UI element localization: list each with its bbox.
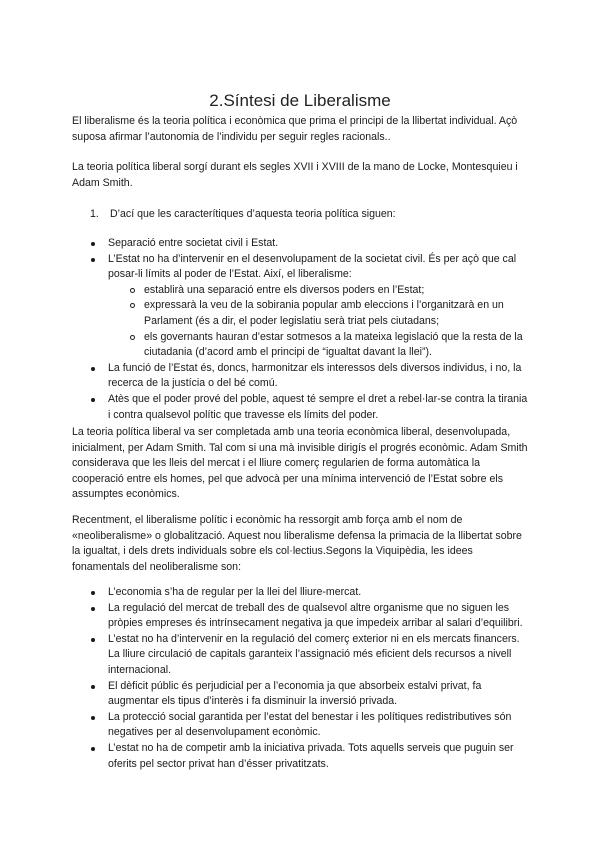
neoliberal-ideas-list: [72, 585, 532, 772]
list-item: [72, 252, 532, 361]
numbered-item-text: D’ací que les caracterítiques d’aquesta teoria política siguen:: [110, 208, 396, 220]
list-item: El dèficit públic és perjudicial per a l’economia ja que absorbeix estalvi privat, fa augmentar els tipus d’interès i fa disminuir la inversió privada.: [72, 679, 532, 710]
list-item: L’economia s’ha de regular per la llei del lliure-mercat.: [72, 585, 532, 601]
sub-list-item: els governants hauran d’estar sotmesos a la mateixa legislació que la resta de la ciutadania (d’acord amb el principi de “igualtat davant la llei”).: [108, 330, 532, 361]
intro-paragraph-2: La teoria política liberal sorgí durant els segles XVII i XVIII de la mano de Locke, Montesquieu i Adam Smith.: [72, 161, 518, 189]
liberalism-sublist: [108, 283, 532, 361]
page-title: 2.Síntesi de Liberalisme: [209, 91, 391, 110]
list-item: La funció de l’Estat és, doncs, harmonitzar els interessos dels diversos individus, i no, la recerca de la justícia o del bé comú.: [72, 361, 532, 392]
list-item: La protecció social garantida per l’estat del benestar i les polítiques redistributives són negatives per al desenvolupament econòmic.: [72, 710, 532, 741]
list-item: Separació entre societat civil i Estat.: [72, 236, 532, 252]
intro-paragraph-1: El liberalisme és la teoria política i econòmica que prima el principi de la llibertat individual. Açò suposa afirmar l’autonomia de l’individu per seguir regles racionals..: [72, 115, 518, 143]
sub-list-item: expressarà la veu de la sobirania popular amb eleccions i l’organitzarà en un Parlament (és a dir, el poder legislatiu serà triat pels ciutadans;: [108, 298, 532, 329]
list-item: L’estat no ha de competir amb la iniciativa privada. Tots aquells serveis que puguin ser oferits pel sector privat han d’ésser privatitzats.: [72, 741, 532, 772]
list-item: Atès que el poder prové del poble, aquest té sempre el dret a rebel·lar-se contra la tirania i contra qualsevol polític que travesse els límits del poder.: [72, 392, 532, 423]
list-item: La regulació del mercat de treball des de qualsevol altre organisme que no siguen les pròpies empreses és intrínsecament negativa ja que impedeix arribar al salari d’equilibri.: [72, 601, 532, 632]
numbered-item-number: 1.: [90, 208, 99, 220]
list-item-text: L’Estat no ha d’intervenir en el desenvolupament de la societat civil. És per açò que cal posar-li límits al poder de l’Estat. Així, el liberalisme:: [108, 252, 517, 281]
characteristics-list: [72, 236, 532, 423]
neoliberalism-paragraph: Recentment, el liberalisme polític i econòmic ha ressorgit amb força amb el nom de «neoliberalisme» o globalització. Aquest nou liberalisme defensa la primacia de la llibertat sobre la igualtat, i dels drets individuals sobre els col·lectius.Segons la Viquipèdia, les idees fonamentals del neoliberalisme son:: [72, 514, 522, 573]
economic-liberalism-paragraph: La teoria política liberal va ser completada amb una teoria econòmica liberal, desenvolupada, inicialment, per Adam Smith. Tal com si una mà invisible dirigís el progrés econòmic. Adam Smith considerava que les lleis del mercat i el lliure comerç regularien de forma automàtica la cooperació entre els homes, pel que advocà per una mínima intervenció de l’Estat sobre els assumptes econòmics.: [72, 426, 528, 501]
sub-list-item: establirà una separació entre els diversos poders en l’Estat;: [108, 283, 532, 299]
list-item: L’estat no ha d’intervenir en la regulació del comerç exterior ni en els mercats financers. La lliure circulació de capitals garanteix l’assignació més eficient dels recursos a nivell internacional.: [72, 632, 532, 679]
